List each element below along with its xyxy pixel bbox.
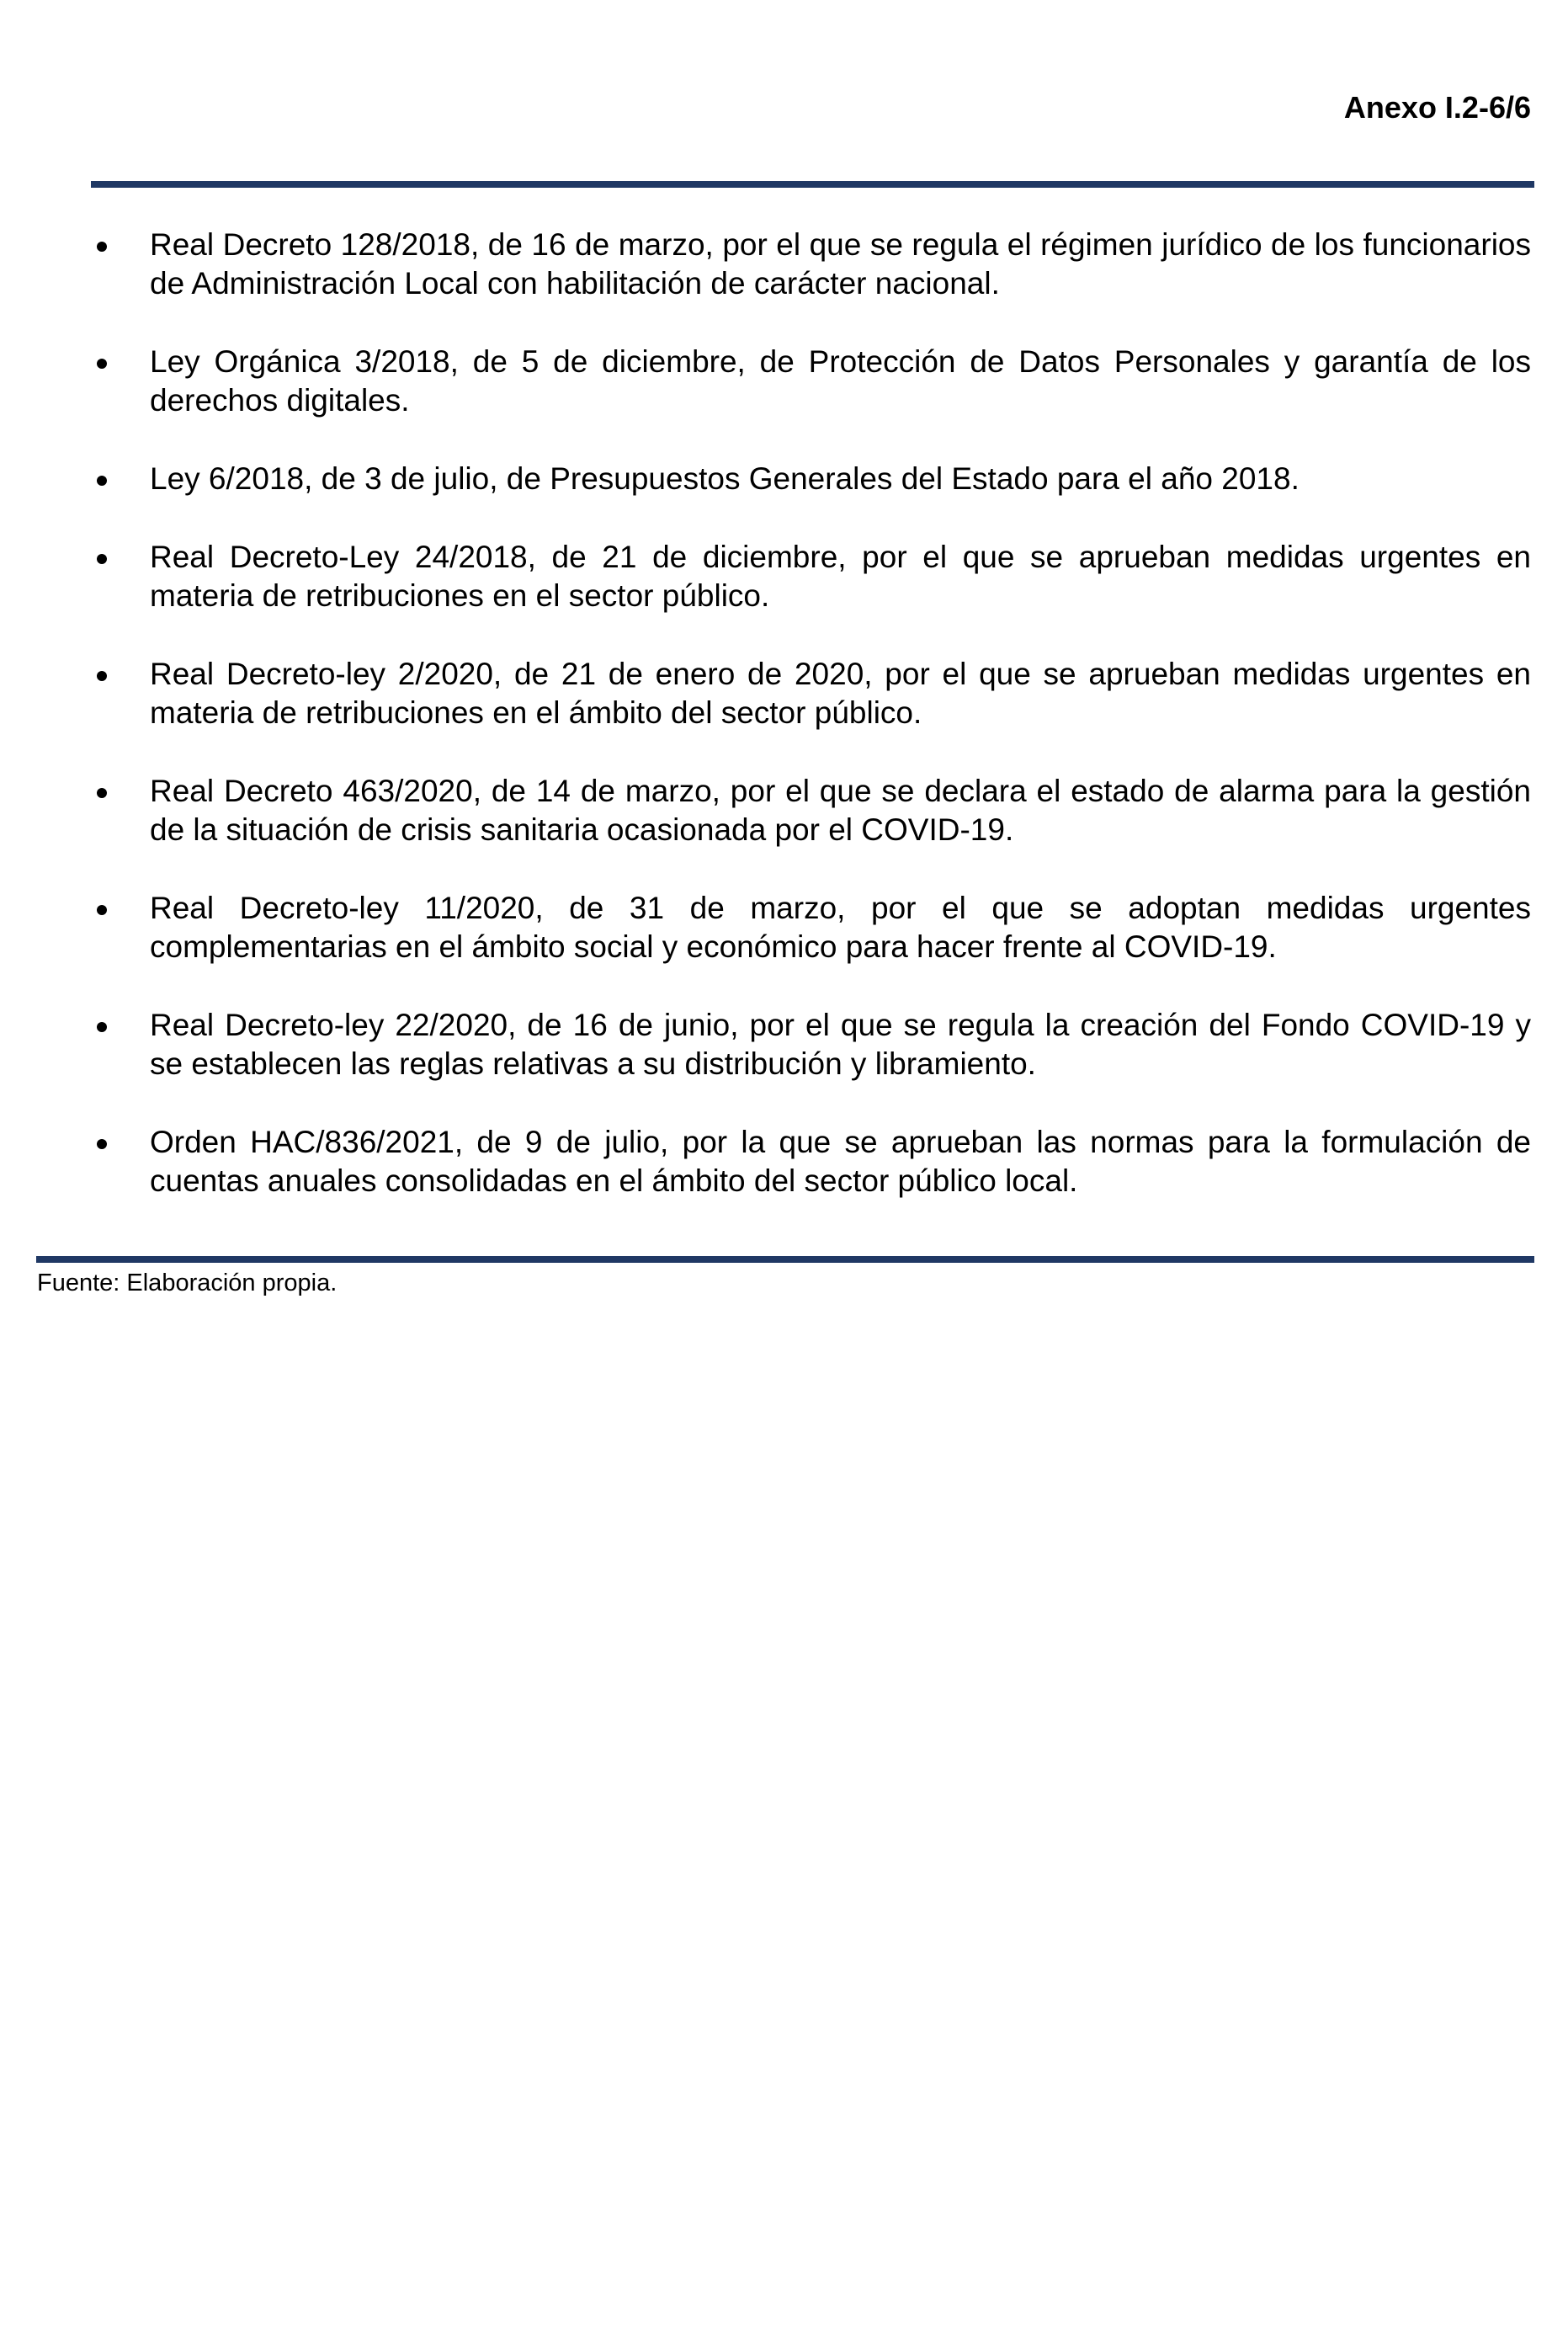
- bullet-icon: [97, 476, 107, 486]
- bullet-icon: [97, 1022, 107, 1032]
- list-item-text: Ley 6/2018, de 3 de julio, de Presupuestos Generales del Estado para el año 2018.: [150, 461, 1300, 496]
- list-item-text: Real Decreto-ley 22/2020, de 16 de junio, por el que se regula la creación del Fondo COVID-19 y se establecen las reglas relativas a su distribución y libramiento.: [150, 1008, 1531, 1081]
- list-item: [91, 772, 1531, 849]
- list-item-text: Real Decreto-Ley 24/2018, de 21 de diciembre, por el que se aprueban medidas urgentes en materia de retribuciones en el sector público.: [150, 540, 1531, 613]
- list-item-text: Real Decreto-ley 11/2020, de 31 de marzo, por el que se adoptan medidas urgentes complementarias en el ámbito social y económico para hacer frente al COVID-19.: [150, 891, 1531, 964]
- list-item: [91, 226, 1531, 303]
- list-item: [91, 889, 1531, 966]
- bullet-icon: [97, 1139, 107, 1149]
- bullet-icon: [97, 242, 107, 252]
- list-item-text: Real Decreto-ley 2/2020, de 21 de enero de 2020, por el que se aprueban medidas urgentes en materia de retribuciones en el ámbito del sector público.: [150, 657, 1531, 730]
- source-note: Fuente: Elaboración propia.: [37, 1270, 338, 1296]
- list-item: [91, 460, 1531, 498]
- list-item: [91, 538, 1531, 615]
- list-item: [91, 343, 1531, 420]
- list-item: [91, 655, 1531, 732]
- list-item-text: Real Decreto 128/2018, de 16 de marzo, por el que se regula el régimen jurídico de los funcionarios de Administración Local con habilitación de carácter nacional.: [150, 227, 1531, 301]
- bullet-icon: [97, 359, 107, 369]
- bullet-icon: [97, 671, 107, 681]
- list-item-text: Ley Orgánica 3/2018, de 5 de diciembre, de Protección de Datos Personales y garantía de los derechos digitales.: [150, 344, 1531, 418]
- list-item-text: Orden HAC/836/2021, de 9 de julio, por la que se aprueban las normas para la formulación de cuentas anuales consolidadas en el ámbito del sector público local.: [150, 1125, 1531, 1198]
- legislation-list: [91, 226, 1531, 1240]
- list-item-text: Real Decreto 463/2020, de 14 de marzo, por el que se declara el estado de alarma para la gestión de la situación de crisis sanitaria ocasionada por el COVID-19.: [150, 774, 1531, 847]
- annex-label: Anexo I.2-6/6: [1343, 90, 1531, 125]
- list-item: [91, 1006, 1531, 1083]
- bullet-icon: [97, 788, 107, 798]
- top-divider: [91, 181, 1534, 188]
- bullet-icon: [97, 905, 107, 915]
- bottom-divider: [36, 1256, 1534, 1263]
- list-item: [91, 1123, 1531, 1200]
- bullet-icon: [97, 554, 107, 564]
